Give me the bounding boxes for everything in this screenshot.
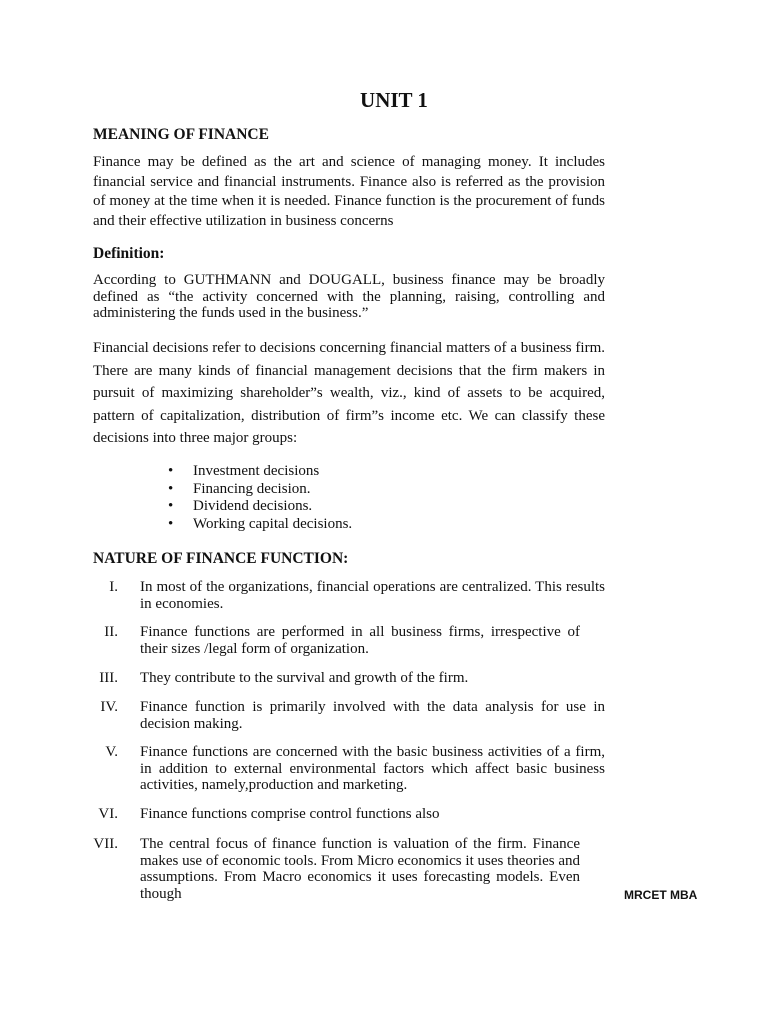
decision-types-list [168,463,352,533]
list-item-text: Investment decisions [193,463,320,479]
nature-item-number: II. [104,624,118,640]
nature-item-number: IV. [100,699,118,715]
nature-item-text: Finance functions are concerned with the basic business activities of a firm, in addition to external environmental factors which affect basic business activities, namely,production and marketing. [140,744,605,793]
list-item [168,516,352,534]
bullet-icon: • [168,498,174,514]
nature-item-text: The central focus of finance function is valuation of the firm. Finance makes use of economic tools. From Micro economics it uses theories and assumptions. From Macro economics it uses forecasting models. Even though [140,836,580,902]
decisions-paragraph: Financial decisions refer to decisions concerning financial matters of a business firm. There are many kinds of financial management decisions that the firm makers in pursuit of maximizing shareholder”s wealth, viz., kind of assets to be acquired, pattern of capitalization, distribution of firm”s income etc. We can classify these decisions into three major groups: [93,340,605,446]
bullet-icon: • [168,480,174,497]
footer-label: MRCET MBA [624,888,698,902]
meaning-heading: MEANING OF FINANCE [93,126,269,143]
list-item-text: Financing decision. [193,480,311,497]
list-item-text: Working capital decisions. [193,515,353,532]
nature-item-text: Finance function is primarily involved with the data analysis for use in decision making. [140,699,605,732]
page-title: UNIT 1 [360,88,428,112]
list-item-text: Dividend decisions. [193,498,313,514]
nature-item-text: They contribute to the survival and growth of the firm. [140,670,469,686]
definition-paragraph: According to GUTHMANN and DOUGALL, business finance may be broadly defined as “the activity concerned with the planning, raising, controlling and administering the funds used in the business.” [93,272,605,321]
bullet-icon: • [168,515,174,532]
bullet-icon: • [168,463,174,479]
list-item [168,463,352,481]
nature-item-text: Finance functions comprise control functions also [140,806,440,822]
nature-item-text: In most of the organizations, financial operations are centralized. This results in economies. [140,579,605,612]
list-item [168,498,352,516]
definition-heading: Definition: [93,245,165,262]
nature-item-number: VII. [93,836,118,852]
nature-item-text: Finance functions are performed in all business firms, irrespective of their sizes /legal form of organization. [140,624,580,657]
nature-item-number: I. [109,579,118,595]
list-item [168,481,352,499]
nature-item-number: III. [99,670,118,686]
nature-item-number: VI. [98,806,118,822]
nature-heading: NATURE OF FINANCE FUNCTION: [93,550,349,567]
meaning-paragraph: Finance may be defined as the art and science of managing money. It includes financial service and financial instruments. Finance also is referred as the provision of money at the time when it is needed. Finance function is the procurement of funds and their effective utilization in business concerns [93,154,605,229]
nature-item-number: V. [105,744,118,760]
